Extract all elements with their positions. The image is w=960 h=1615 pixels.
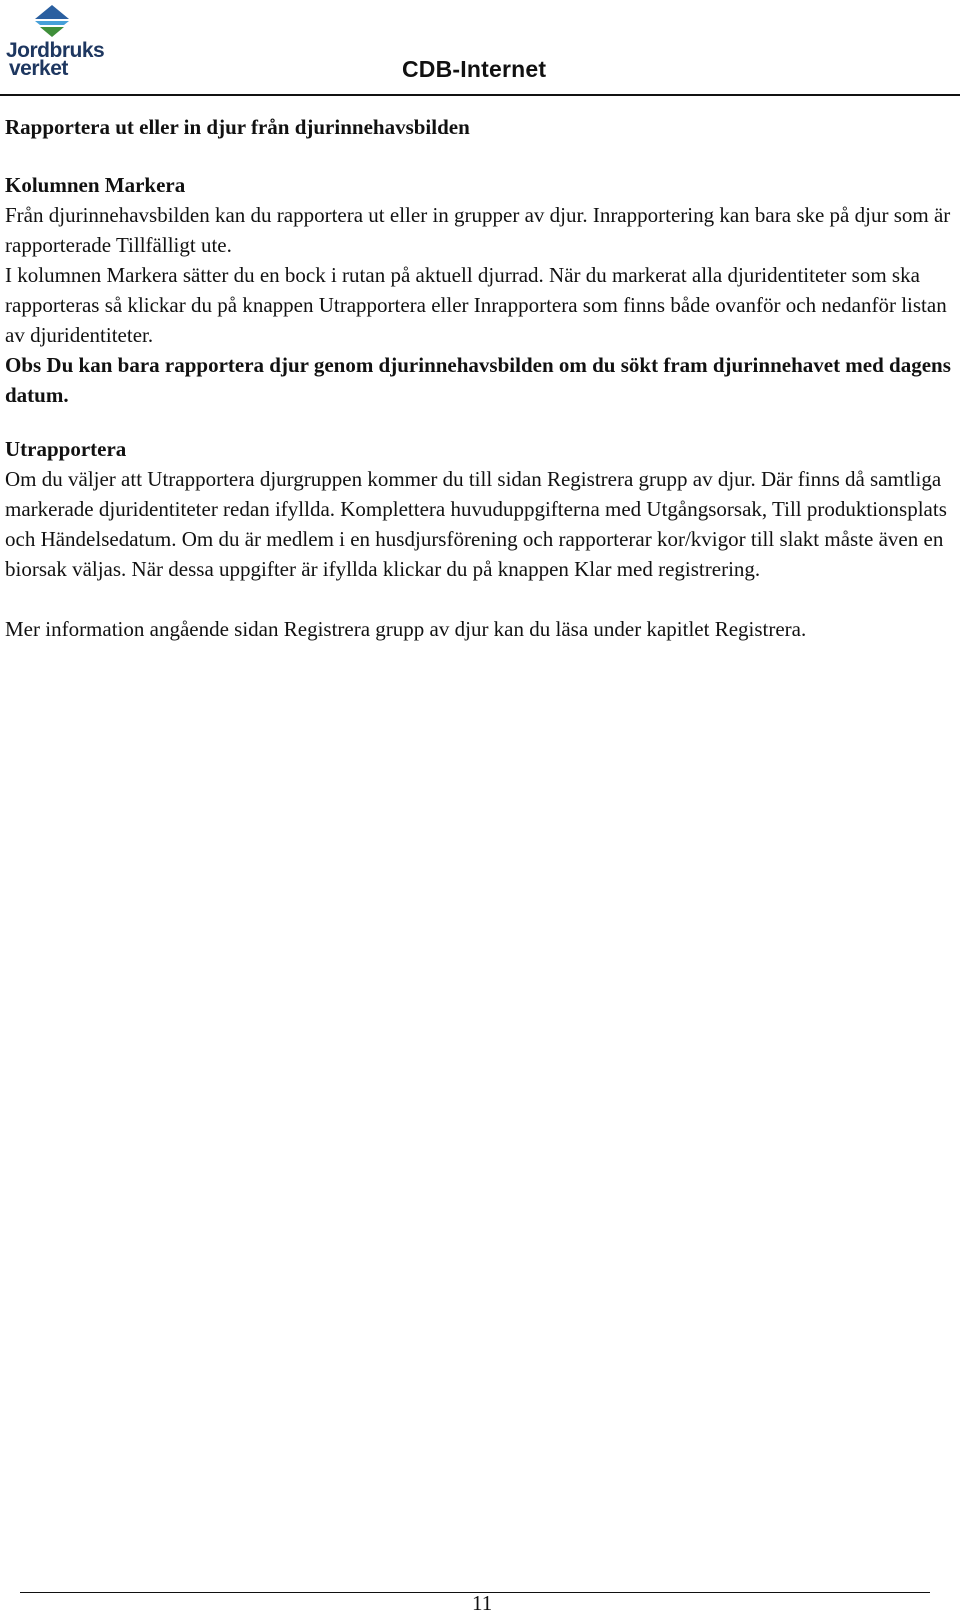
document-body (5, 112, 953, 644)
spacer (5, 410, 953, 434)
document-title: Rapportera ut eller in djur från djurinnehavsbilden (5, 115, 470, 139)
header-divider (0, 94, 960, 96)
page-header (0, 0, 960, 100)
logo-text-line2: verket (9, 57, 68, 80)
section-heading-utrapportera: Utrapportera (5, 437, 127, 461)
paragraph-more-info: Mer information angående sidan Registrera grupp av djur kan du läsa under kapitlet Registrera. (5, 617, 807, 641)
spacer (5, 142, 953, 170)
page-number: 11 (472, 1591, 493, 1615)
logo-text-line1: Jordbruks (6, 39, 105, 62)
paragraph-utrapportera: Om du väljer att Utrapportera djurgruppen kommer du till sidan Registrera grupp av djur. Där finns då samtliga markerade djuridentiteter redan ifyllda. Komplettera huvuduppgifterna med Utgångsorsak, Till produktionsplats och Händelsedatum. Om du är medlem i en husdjursförening och rapporterar kor/kvigor till slakt måste även en biorsak väljas. När dessa uppgifter är ifyllda klickar du på knappen Klar med registrering. (5, 467, 947, 581)
section-heading-markera: Kolumnen Markera (5, 173, 186, 197)
jordbruksverket-logo (4, 4, 105, 82)
header-title: CDB-Internet (402, 56, 547, 82)
logo-diamond-icon (34, 4, 70, 38)
paragraph-markera-instructions: I kolumnen Markera sätter du en bock i rutan på aktuell djurrad. När du markerat alla djuridentiteter som ska rapporteras så klickar du på knappen Utrapportera eller Inrapportera som finns både ovanför och nedanför listan av djuridentiteter. (5, 263, 947, 347)
note-obs: Obs Du kan bara rapportera djur genom djurinnehavsbilden om du sökt fram djurinnehavet med dagens datum. (5, 353, 951, 407)
spacer (5, 584, 953, 614)
paragraph-markera-intro: Från djurinnehavsbilden kan du rapportera ut eller in grupper av djur. Inrapportering kan bara ske på djur som är rapporterade Tillfälligt ute. (5, 203, 951, 257)
